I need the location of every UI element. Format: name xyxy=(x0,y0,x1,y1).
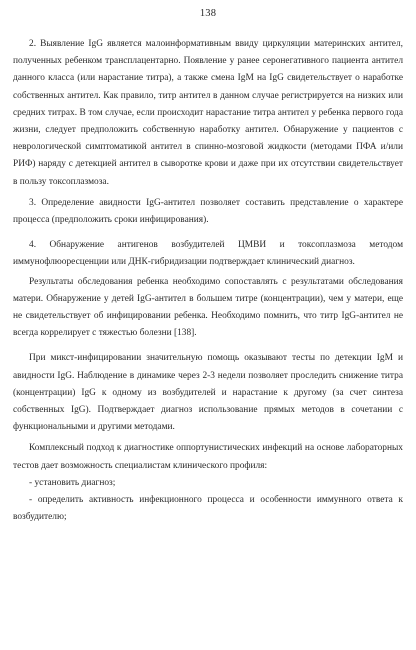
paragraph-complex-approach: Комплексный подход к диагностике оппортунистических инфекций на основе лабораторных тестов дает возможность специалистам клинического профиля: xyxy=(13,443,403,471)
list-item-activity: - определить активность инфекционного процесса и особенности иммунного ответа к возбудителю; xyxy=(13,495,403,523)
paragraph-antigen-detection: 4. Обнаружение антигенов возбудителей ЦМВИ и токсоплазмоза методом иммунофлюоресценции или ДНК-гибридизации подтверждает клинический диагноз. xyxy=(13,240,403,268)
paragraph-igg-detection: 2. Выявление IgG является малоинформативным ввиду циркуляции материнских антител, полученных ребенком трансплацентарно. Появление у ранее серонегативного пациента антител данного класса (или нарастание титра), а также смена IgM на IgG свидетельствует о наработке собственных антител. Как правило, титр антител в данном случае регистрируется на низких или средних титрах. В том случае, если происходит нарастание титра антител у ребенка первого года жизни, следует предположить собственную наработку антител. Обнаружение у пациентов с неврологической симптоматикой антител в спинно-мозговой жидкости (методами ПФА и/или РИФ) наряду с детекцией антител в сыворотке крови и даже при их отсутствии свидетельствует в пользу токсоплазмоза. xyxy=(13,39,403,187)
list-item-diagnosis: - установить диагноз; xyxy=(29,477,116,488)
body-text xyxy=(13,36,403,526)
paragraph-results-comparison: Результаты обследования ребенка необходимо сопоставлять с результатами обследования матери. Обнаружение у детей IgG-антител в большем титре (концентрации), чем у матери, еще не свидетельствует об инфицировании ребенка. Необходимо помнить, что титр IgG-антител не всегда коррелирует с тяжестью болезни [138]. xyxy=(13,276,403,339)
page-number: 138 xyxy=(199,8,217,19)
paragraph-avidity: 3. Определение авидности IgG-антител позволяет составить представление о характере процесса (предположить сроки инфицирования). xyxy=(13,197,403,226)
paragraph-mixed-infection: При микст-инфицировании значительную помощь оказывают тесты по детекции IgM и авидности IgG. Наблюдение в динамике через 2-3 недели позволяет проследить снижение титра (концентрации) IgG к одному из возбудителей и нарастание к другому (за счет синтеза собственных IgG). Подтверждает диагноз использование прямых методов в сочетании с функциональными и другими методами. xyxy=(13,353,403,433)
